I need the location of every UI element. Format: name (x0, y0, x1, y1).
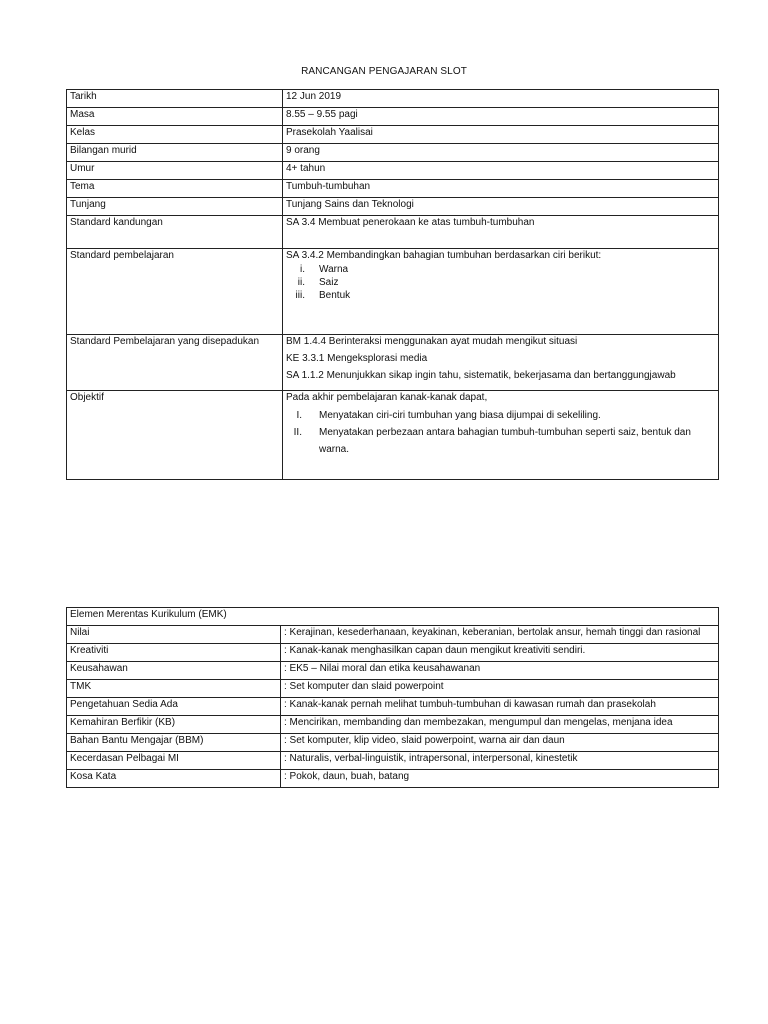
criteria-list (286, 263, 715, 302)
row-value: : Kanak-kanak menghasilkan capan daun mengikut kreativiti sendiri. (281, 644, 719, 662)
row-label: Bahan Bantu Mengajar (BBM) (67, 734, 281, 752)
list-number: i. (300, 264, 305, 275)
list-text: Bentuk (319, 290, 351, 301)
list-item (286, 289, 715, 302)
row-label: TMK (67, 680, 281, 698)
row-value: : Set komputer, klip video, slaid powerpoint, warna air dan daun (281, 734, 719, 752)
list-item (286, 263, 715, 276)
list-number: II. (293, 427, 302, 438)
list-item (286, 424, 715, 458)
row-label: Tunjang (67, 198, 283, 216)
row-label: Keusahawan (67, 662, 281, 680)
objective-intro: Pada akhir pembelajaran kanak-kanak dapat, (286, 392, 488, 403)
row-value: : Kerajinan, kesederhanaan, keyakinan, keberanian, bertolak ansur, hemah tinggi dan rasional (281, 626, 719, 644)
row-value: SA 3.4 Membuat penerokaan ke atas tumbuh-tumbuhan (283, 216, 719, 249)
table-row (67, 198, 719, 216)
row-value: : Pokok, daun, buah, batang (281, 770, 719, 788)
row-value: : Mencirikan, membanding dan membezakan, mengumpul dan mengelas, menjana idea (281, 716, 719, 734)
row-label: Standard pembelajaran (67, 249, 283, 335)
emk-header: Elemen Merentas Kurikulum (EMK) (67, 608, 719, 626)
row-label: Tema (67, 180, 283, 198)
list-number: ii. (297, 277, 305, 288)
row-label: Umur (67, 162, 283, 180)
table-row (67, 144, 719, 162)
objective-list (286, 407, 715, 458)
row-label: Pengetahuan Sedia Ada (67, 698, 281, 716)
standard-pembelajaran-intro: SA 3.4.2 Membandingkan bahagian tumbuhan berdasarkan ciri berikut: (286, 250, 602, 261)
table-row (67, 734, 719, 752)
list-text: Menyatakan ciri-ciri tumbuhan yang biasa dijumpai di sekeliling. (319, 410, 601, 421)
row-value (283, 249, 719, 335)
row-value: Tunjang Sains dan Teknologi (283, 198, 719, 216)
table-header-row (67, 608, 719, 626)
row-label: Masa (67, 108, 283, 126)
row-value: 12 Jun 2019 (283, 90, 719, 108)
table-row (67, 716, 719, 734)
table-row (67, 644, 719, 662)
table-row (67, 770, 719, 788)
list-number: I. (296, 410, 302, 421)
table-row (67, 391, 719, 480)
emk-table (66, 607, 719, 788)
table-row (67, 180, 719, 198)
row-label: Standard Pembelajaran yang disepadukan (67, 335, 283, 391)
table-row (67, 752, 719, 770)
row-label: Tarikh (67, 90, 283, 108)
table-row (67, 90, 719, 108)
table-row (67, 108, 719, 126)
document-title: RANCANGAN PENGAJARAN SLOT (301, 66, 467, 77)
row-value: Tumbuh-tumbuhan (283, 180, 719, 198)
row-label: Nilai (67, 626, 281, 644)
lesson-plan-table (66, 89, 719, 480)
row-value: 9 orang (283, 144, 719, 162)
row-label: Kreativiti (67, 644, 281, 662)
table-row (67, 662, 719, 680)
row-label: Bilangan murid (67, 144, 283, 162)
row-value: Prasekolah Yaalisai (283, 126, 719, 144)
row-value: : Set komputer dan slaid powerpoint (281, 680, 719, 698)
row-value: 4+ tahun (283, 162, 719, 180)
list-text: Menyatakan perbezaan antara bahagian tumbuh-tumbuhan seperti saiz, bentuk dan warna. (319, 427, 691, 455)
row-value: : Naturalis, verbal-linguistik, intrapersonal, interpersonal, kinestetik (281, 752, 719, 770)
table-row (67, 162, 719, 180)
table-row (67, 626, 719, 644)
table-row (67, 216, 719, 249)
row-label: Kecerdasan Pelbagai MI (67, 752, 281, 770)
list-text: Saiz (319, 277, 339, 288)
list-item (286, 407, 715, 424)
row-label: Objektif (67, 391, 283, 480)
row-value (283, 335, 719, 391)
row-value (283, 391, 719, 480)
integrated-standard-line: SA 1.1.2 Menunjukkan sikap ingin tahu, sistematik, bekerjasama dan bertanggungjawab (286, 370, 676, 381)
integrated-standard-line: KE 3.3.1 Mengeksplorasi media (286, 353, 428, 364)
table-row (67, 698, 719, 716)
row-value: 8.55 – 9.55 pagi (283, 108, 719, 126)
row-label: Kelas (67, 126, 283, 144)
row-label: Standard kandungan (67, 216, 283, 249)
list-text: Warna (319, 264, 349, 275)
list-item (286, 276, 715, 289)
row-label: Kemahiran Berfikir (KB) (67, 716, 281, 734)
row-value: : Kanak-kanak pernah melihat tumbuh-tumbuhan di kawasan rumah dan prasekolah (281, 698, 719, 716)
table-row (67, 126, 719, 144)
table-row (67, 249, 719, 335)
row-label: Kosa Kata (67, 770, 281, 788)
table-row (67, 335, 719, 391)
row-value: : EK5 – Nilai moral dan etika keusahawanan (281, 662, 719, 680)
integrated-standard-line: BM 1.4.4 Berinteraksi menggunakan ayat mudah mengikut situasi (286, 336, 578, 347)
table-row (67, 680, 719, 698)
list-number: iii. (295, 290, 305, 301)
